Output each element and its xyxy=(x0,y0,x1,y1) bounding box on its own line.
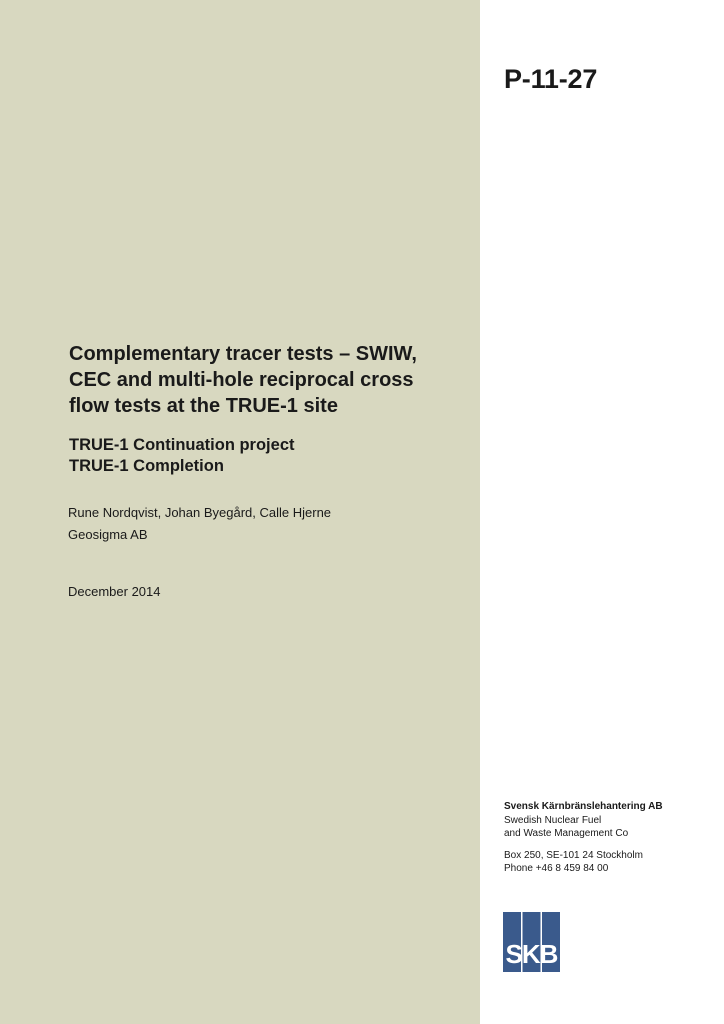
publisher-block xyxy=(504,800,719,876)
organisation: Geosigma AB xyxy=(68,527,148,542)
spacer xyxy=(504,841,719,849)
publisher-address: Box 250, SE-101 24 Stockholm xyxy=(504,849,643,861)
publication-date: December 2014 xyxy=(68,584,161,599)
publisher-phone: Phone +46 8 459 84 00 xyxy=(504,863,609,874)
publisher-english-name: and Waste Management Co xyxy=(504,828,629,839)
subtitle-line: TRUE-1 Completion xyxy=(69,457,224,475)
report-subtitle xyxy=(69,435,295,477)
report-title-line: Complementary tracer tests – SWIW, xyxy=(69,343,417,365)
authors: Rune Nordqvist, Johan Byegård, Calle Hjerne xyxy=(68,505,332,520)
report-number: P-11-27 xyxy=(504,64,598,94)
report-title-line: flow tests at the TRUE-1 site xyxy=(69,395,338,417)
report-title xyxy=(69,341,469,419)
publisher-english-name: Swedish Nuclear Fuel xyxy=(504,814,602,826)
publisher-name: Svensk Kärnbränslehantering AB xyxy=(504,801,663,812)
skb-logo xyxy=(503,912,560,972)
report-title-line: CEC and multi-hole reciprocal cross xyxy=(69,369,414,391)
logo-text: SKB xyxy=(505,939,558,969)
subtitle-line: TRUE-1 Continuation project xyxy=(69,436,295,454)
